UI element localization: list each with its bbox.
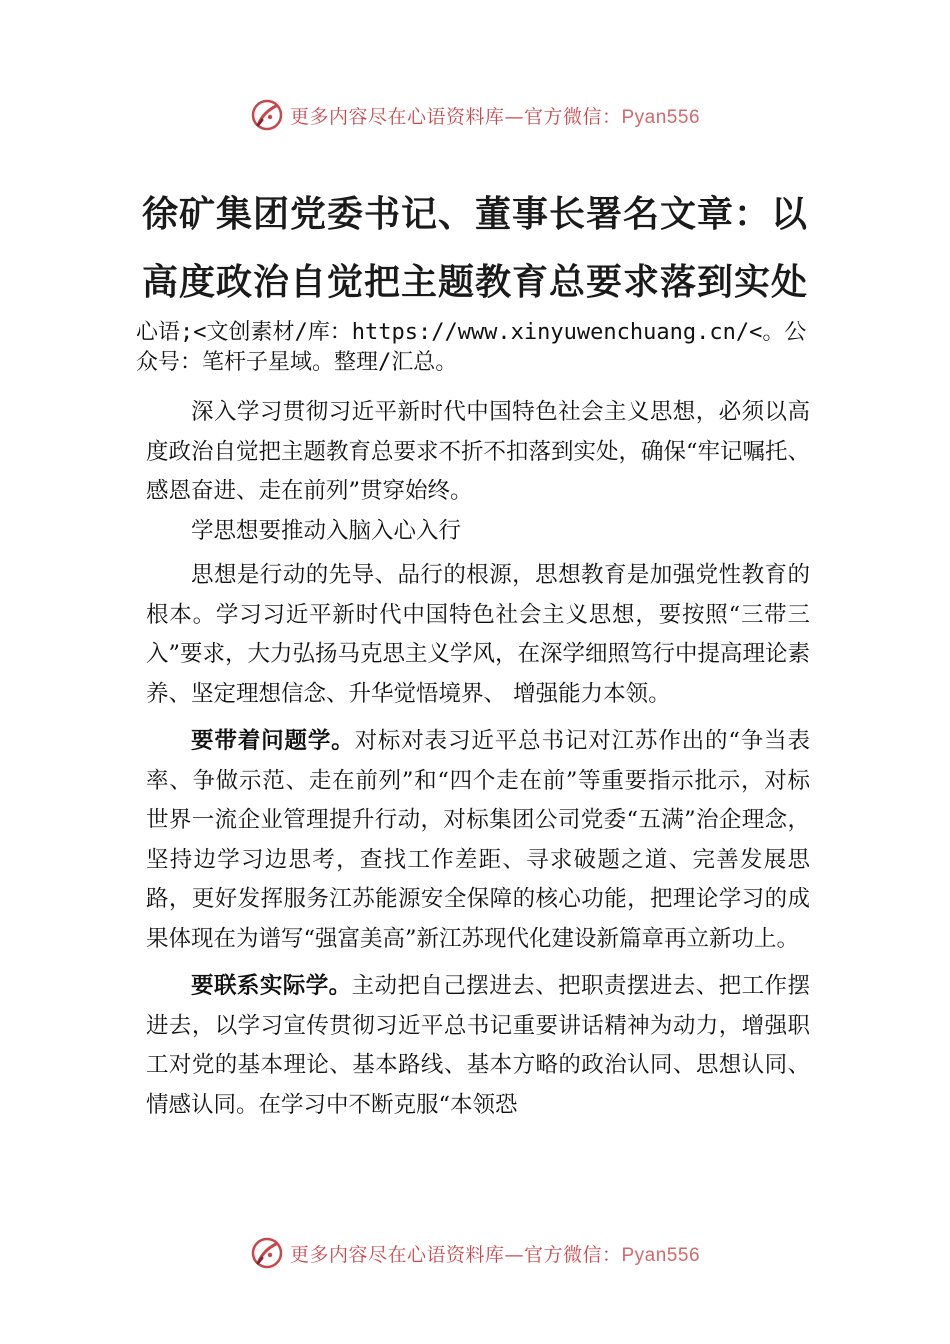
text-problem-study: 对标对表习近平总书记对江苏作出的“争当表率、争做示范、走在前列”和“四个走在前”等重要指示批示，对标世界一流企业管理提升行动，对标集团公司党委“五满”治企理念，坚持边学习边思考，查找工作差距、寻求破题之道、完善发展思路，更好发挥服务江苏能源安全保障的核心功能，把理论学习的成果体现在为谱写“强富美高”新江苏现代化建设新篇章再立新功上。	[146, 728, 810, 952]
banner-library-text: 更多内容尽在心语资料库	[289, 1243, 505, 1266]
banner-text	[290, 1240, 700, 1267]
banner-wechat-label: 官方微信：	[523, 105, 622, 128]
brush-logo-icon	[250, 98, 284, 132]
paragraph-thought: 思想是行动的先导、品行的根源，思想教育是加强党性教育的根本。学习习近平新时代中国特色社会主义思想，要按照“三带三入”要求，大力弘扬马克思主义学风，在深学细照笃行中提高理论素养、坚定理想信念、升华觉悟境界、 增强能力本领。	[146, 562, 811, 707]
banner-library-text: 更多内容尽在心语资料库	[289, 105, 505, 128]
brush-logo-icon	[250, 1236, 284, 1270]
header-banner	[0, 95, 950, 135]
banner-dash: —	[504, 1243, 524, 1266]
paragraph-problem-study	[146, 722, 810, 959]
source-line: 心语;<文创素材/库：https://www.xinyuwenchuang.cn/<。公众号：笔杆子星域。整理/汇总。	[136, 320, 807, 375]
lead-practice-study: 要联系实际学。	[191, 973, 352, 999]
text-practice-study: 主动把自己摆进去、把职责摆进去、把工作摆进去，以学习宣传贯彻习近平总书记重要讲话精神为动力，增强职工对党的基本理论、基本路线、基本方略的政治认同、思想认同、情感认同。在学习中不断克服“本领恐	[146, 973, 810, 1118]
banner-wechat-label: 官方微信：	[523, 1243, 622, 1266]
paragraph-intro: 深入学习贯彻习近平新时代中国特色社会主义思想，必须以高度政治自觉把主题教育总要求不折不扣落到实处，确保“牢记嘱托、感恩奋进、走在前列”贯穿始终。	[146, 399, 811, 504]
banner-wechat-id: Pyan556	[621, 106, 701, 128]
article-title: 徐矿集团党委书记、董事长署名文章：以高度政治自觉把主题教育总要求落到实处	[141, 193, 808, 303]
banner-dash: —	[504, 105, 524, 128]
article-body	[146, 393, 810, 1125]
footer-banner	[0, 1233, 950, 1273]
lead-problem-study: 要带着问题学。	[191, 728, 355, 754]
paragraph-practice-study	[146, 967, 810, 1125]
banner-wechat-id: Pyan556	[621, 1244, 701, 1266]
section-heading: 学思想要推动入脑入心入行	[191, 517, 462, 544]
banner-text	[290, 102, 700, 129]
